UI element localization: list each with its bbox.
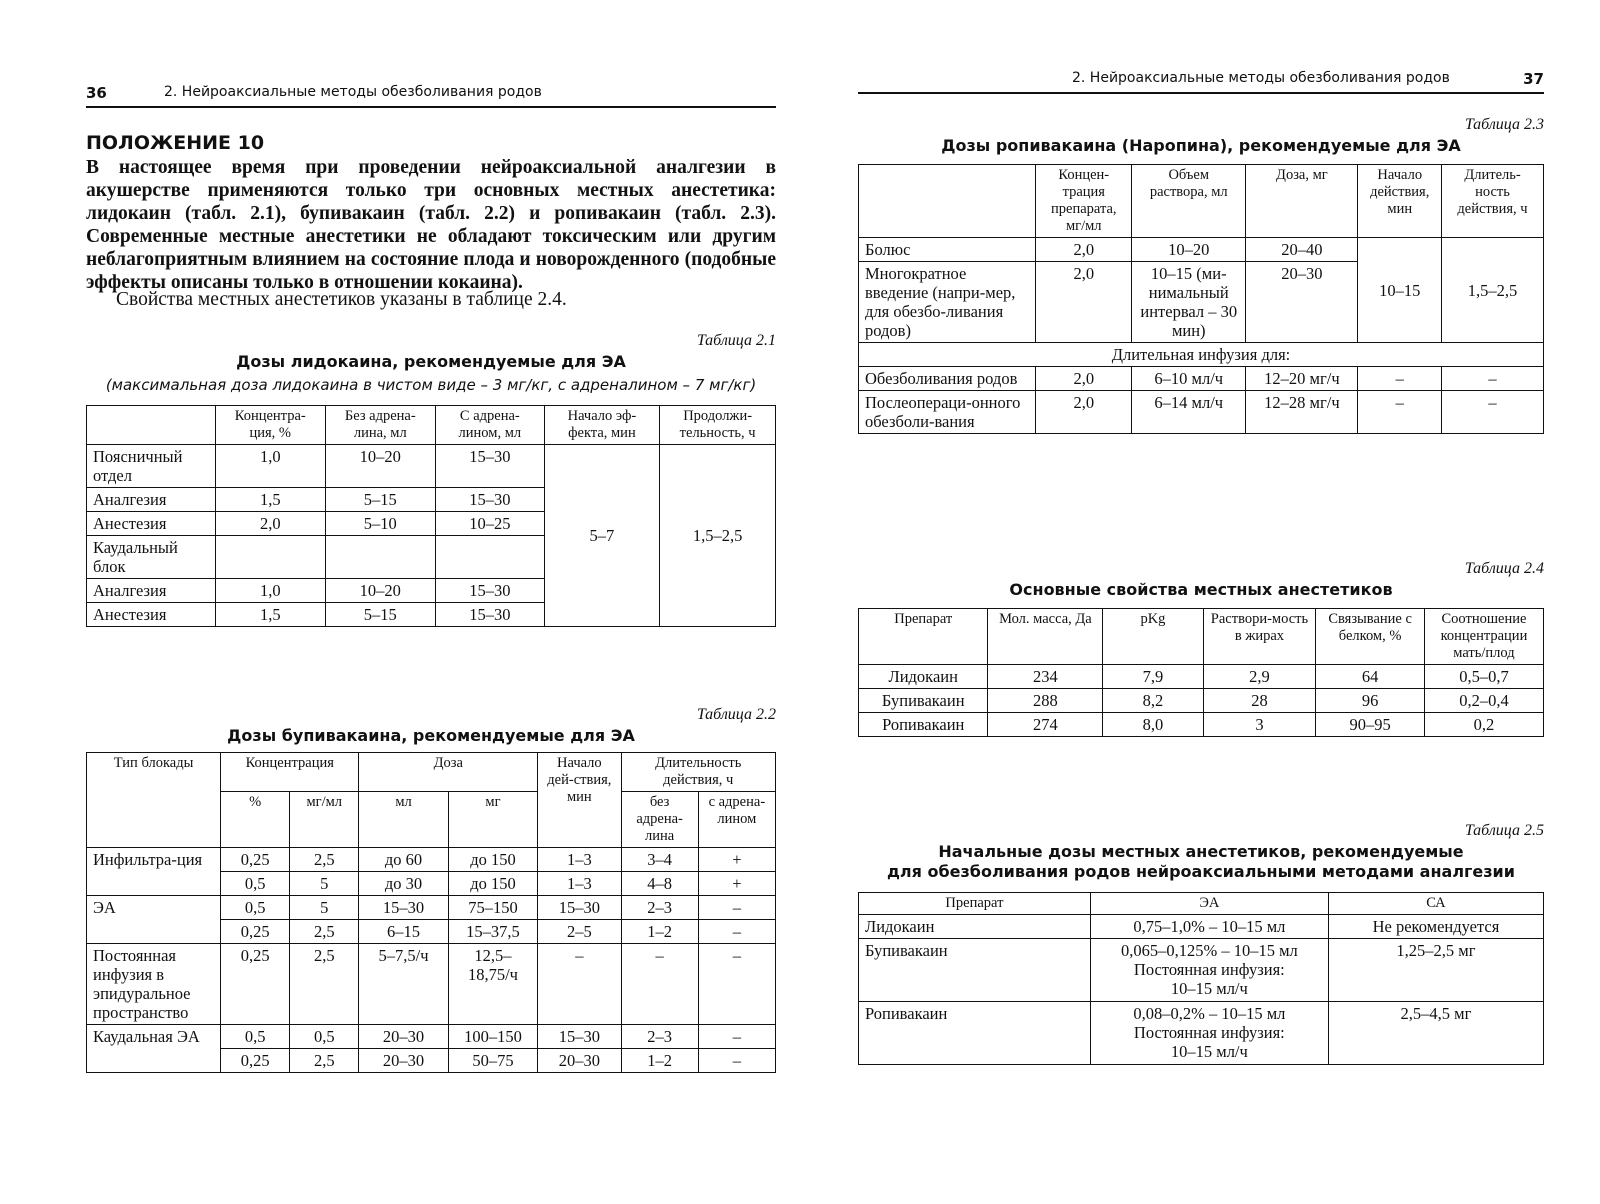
table-header-cell: Концен-трация препарата, мг/мл — [1036, 165, 1132, 238]
right-page — [858, 0, 1544, 1204]
table-cell: 10–25 — [436, 512, 545, 536]
table-header-cell — [87, 406, 216, 445]
table-cell: 90–95 — [1316, 713, 1425, 737]
right-running-header — [858, 66, 1544, 94]
left-page-number: 36 — [86, 84, 107, 102]
paragraph-text: Свойства местных анестетиков указаны в таблице 2.4. — [116, 289, 567, 310]
right-page-number: 37 — [1523, 70, 1544, 88]
row-label: Поясничный отдел — [87, 445, 216, 488]
table-header-cell: мг — [448, 792, 537, 848]
table-cell: 2,5 — [290, 848, 359, 872]
table-cell: 0,5 — [221, 872, 290, 896]
table-ropivacaine — [858, 164, 1544, 434]
table-cell: 1,5 — [215, 603, 325, 627]
table-header-cell: Препарат — [859, 609, 988, 665]
table-row — [859, 343, 1544, 367]
table-cell: 0,75–1,0% – 10–15 мл — [1090, 915, 1328, 939]
duration-merged-cell: 1,5–2,5 — [1442, 238, 1544, 343]
table-cell: 0,08–0,2% – 10–15 мл Постоянная инфузия: 10–15 мл/ч — [1090, 1002, 1328, 1065]
table-cell: 12–28 мг/ч — [1246, 391, 1358, 434]
table-header-cell — [859, 165, 1036, 238]
table-cell: – — [698, 920, 775, 944]
table-cell: – — [621, 944, 698, 1025]
table-cell: 1–3 — [538, 872, 621, 896]
table-cell: 15–30 — [538, 896, 621, 920]
infusion-label: Длительная инфузия для: — [859, 343, 1544, 367]
table4-header-row — [859, 609, 1544, 665]
table-cell: 5–10 — [325, 512, 436, 536]
table-cell: до 150 — [448, 872, 537, 896]
table-lidocaine — [86, 405, 776, 627]
table-row — [87, 445, 776, 488]
table-header-cell: С адрена-лином, мл — [436, 406, 545, 445]
table-cell: 5 — [290, 872, 359, 896]
table-cell: 2–3 — [621, 896, 698, 920]
table-row — [859, 391, 1544, 434]
table-cell: 3 — [1203, 713, 1316, 737]
table-header-cell: Раствори-мость в жирах — [1203, 609, 1316, 665]
table5-caption: Таблица 2.5 — [1464, 822, 1544, 839]
table-cell: 0,2–0,4 — [1424, 689, 1543, 713]
table-cell — [215, 536, 325, 579]
table-cell: 5–15 — [325, 488, 436, 512]
table3-header-row — [859, 165, 1544, 238]
row-label: Аналгезия — [87, 488, 216, 512]
table-row — [859, 238, 1544, 262]
table-header-cell: Длительность действия, ч — [621, 753, 776, 792]
table-header-cell: Концентра-ция, % — [215, 406, 325, 445]
table-header-cell: Продолжи-тельность, ч — [660, 406, 776, 445]
table-cell: 2–3 — [621, 1025, 698, 1049]
table2-container — [86, 752, 776, 1073]
table-cell: 2,5 — [290, 944, 359, 1025]
table-cell: 15–30 — [538, 1025, 621, 1049]
table-cell: 1,0 — [215, 445, 325, 488]
table-anesthetic-properties — [858, 608, 1544, 737]
table2-header-row-1 — [87, 753, 776, 792]
table-initial-doses — [858, 892, 1544, 1065]
table-cell: 2,0 — [1036, 367, 1132, 391]
row-label: Лидокаин — [859, 915, 1091, 939]
table-cell: 15–37,5 — [448, 920, 537, 944]
table-cell: 2,5–4,5 мг — [1328, 1002, 1543, 1065]
left-running-header — [86, 80, 776, 108]
table-cell: 8,0 — [1103, 713, 1203, 737]
table-cell: 0,5–0,7 — [1424, 665, 1543, 689]
table-cell: 5–15 — [325, 603, 436, 627]
table-cell: 20–40 — [1246, 238, 1358, 262]
table-cell: 20–30 — [538, 1049, 621, 1073]
table-cell: – — [698, 1025, 775, 1049]
table-header-cell: Концентрация — [221, 753, 359, 792]
table-cell: 0,065–0,125% – 10–15 мл Постоянная инфузия: 10–15 мл/ч — [1090, 939, 1328, 1002]
table-cell: + — [698, 848, 775, 872]
table-header-cell: Объем раствора, мл — [1132, 165, 1246, 238]
table-cell: 15–30 — [436, 488, 545, 512]
row-label: Аналгезия — [87, 579, 216, 603]
table-cell: – — [1442, 367, 1544, 391]
table-cell: 10–20 — [1132, 238, 1246, 262]
table-header-cell: Тип блокады — [87, 753, 221, 848]
table1-title: Дозы лидокаина, рекомендуемые для ЭА — [236, 352, 626, 371]
table-cell: 2,0 — [1036, 391, 1132, 434]
table1-container — [86, 405, 776, 627]
table5-header-row — [859, 893, 1544, 915]
table-header-cell: Мол. масса, Да — [988, 609, 1103, 665]
duration-merged-cell: 1,5–2,5 — [660, 445, 776, 627]
table1-caption: Таблица 2.1 — [696, 332, 776, 349]
table-cell: 6–14 мл/ч — [1132, 391, 1246, 434]
onset-merged-cell: 10–15 — [1358, 238, 1442, 343]
table-row — [859, 713, 1544, 737]
table-cell: 15–30 — [436, 445, 545, 488]
row-label: Обезболивания родов — [859, 367, 1036, 391]
table3-title: Дозы ропивакаина (Наропина), рекомендуемые для ЭА — [941, 136, 1461, 155]
table1-header-row — [87, 406, 776, 445]
table-cell: 64 — [1316, 665, 1425, 689]
table-header-cell: Доза — [359, 753, 538, 792]
table-cell: до 60 — [359, 848, 448, 872]
table-cell: 2–5 — [538, 920, 621, 944]
table-header-cell: мг/мл — [290, 792, 359, 848]
table-cell: 2,0 — [1036, 262, 1132, 343]
table-cell: 0,2 — [1424, 713, 1543, 737]
table-cell: – — [1442, 391, 1544, 434]
table-header-cell: без адрена-лина — [621, 792, 698, 848]
table-cell: 5–7,5/ч — [359, 944, 448, 1025]
table-row — [859, 1002, 1544, 1065]
table-row — [87, 1025, 776, 1049]
table-header-cell: % — [221, 792, 290, 848]
table-cell: 6–15 — [359, 920, 448, 944]
row-label: Болюс — [859, 238, 1036, 262]
table-header-cell: Доза, мг — [1246, 165, 1358, 238]
table-header-cell: Начало эф-фекта, мин — [544, 406, 660, 445]
table-cell: 10–20 — [325, 579, 436, 603]
row-label: Бупивакаин — [859, 939, 1091, 1002]
table-header-cell: ЭА — [1090, 893, 1328, 915]
table-cell: 20–30 — [359, 1049, 448, 1073]
table-cell: 0,5 — [290, 1025, 359, 1049]
table-header-cell: Длитель-ность действия, ч — [1442, 165, 1544, 238]
table-header-cell: Препарат — [859, 893, 1091, 915]
table-bupivacaine — [86, 752, 776, 1073]
table-cell: 0,25 — [221, 1049, 290, 1073]
left-running-title: 2. Нейроаксиальные методы обезболивания родов — [164, 84, 542, 100]
table-cell: 20–30 — [359, 1025, 448, 1049]
table-cell: 15–30 — [436, 579, 545, 603]
table-header-cell: Начало действия, мин — [1358, 165, 1442, 238]
row-label: Лидокаин — [859, 665, 988, 689]
table-cell: – — [698, 944, 775, 1025]
table-cell: 0,25 — [221, 920, 290, 944]
table-cell: 0,5 — [221, 1025, 290, 1049]
table-header-cell: Соотношение концентрации мать/плод — [1424, 609, 1543, 665]
table-cell: 50–75 — [448, 1049, 537, 1073]
table-header-cell: Связывание с белком, % — [1316, 609, 1425, 665]
table-cell: – — [1358, 391, 1442, 434]
table-cell: 3–4 — [621, 848, 698, 872]
table-cell: 1–2 — [621, 920, 698, 944]
table-cell: 2,0 — [1036, 238, 1132, 262]
right-running-title: 2. Нейроаксиальные методы обезболивания родов — [1072, 70, 1450, 86]
row-label: Каудальная ЭА — [87, 1025, 221, 1073]
table-cell: 288 — [988, 689, 1103, 713]
row-label: Многократное введение (напри-мер, для обезбо-ливания родов) — [859, 262, 1036, 343]
table-cell: 1,5 — [215, 488, 325, 512]
table-cell: 6–10 мл/ч — [1132, 367, 1246, 391]
table-row — [859, 367, 1544, 391]
row-label: Анестезия — [87, 512, 216, 536]
table-cell: 1,25–2,5 мг — [1328, 939, 1543, 1002]
row-label: Послеопераци-онного обезболи-вания — [859, 391, 1036, 434]
table-cell: 10–15 (ми-нимальный интервал – 30 мин) — [1132, 262, 1246, 343]
table-cell: 5 — [290, 896, 359, 920]
table-header-cell: СА — [1328, 893, 1543, 915]
table3-container — [858, 164, 1544, 434]
table-cell — [325, 536, 436, 579]
table-cell: – — [1358, 367, 1442, 391]
table-cell: 28 — [1203, 689, 1316, 713]
table-cell: 96 — [1316, 689, 1425, 713]
table-cell: + — [698, 872, 775, 896]
table-cell: 100–150 — [448, 1025, 537, 1049]
table1-subtitle: (максимальная доза лидокаина в чистом виде – 3 мг/кг, с адреналином – 7 мг/кг) — [105, 376, 757, 394]
table5-title-line2: для обезболивания родов нейроаксиальными методами аналгезии — [887, 862, 1515, 881]
table-header-cell: Начало дей-ствия, мин — [538, 753, 621, 848]
table-cell: 75–150 — [448, 896, 537, 920]
onset-merged-cell: 5–7 — [544, 445, 660, 627]
table-header-cell: pKg — [1103, 609, 1203, 665]
table-header-cell: с адрена-лином — [698, 792, 775, 848]
row-label: Анестезия — [87, 603, 216, 627]
row-label: Ропивакаин — [859, 1002, 1091, 1065]
table-cell — [436, 536, 545, 579]
table-cell: 10–20 — [325, 445, 436, 488]
row-label: Ропивакаин — [859, 713, 988, 737]
table-cell: 0,5 — [221, 896, 290, 920]
table-cell: 2,9 — [1203, 665, 1316, 689]
table-row — [859, 665, 1544, 689]
table4-title: Основные свойства местных анестетиков — [1009, 580, 1393, 599]
table3-caption: Таблица 2.3 — [1464, 116, 1544, 133]
table-cell: 2,5 — [290, 1049, 359, 1073]
table2-title: Дозы бупивакаина, рекомендуемые для ЭА — [227, 726, 635, 745]
table-cell: до 30 — [359, 872, 448, 896]
table-cell: 20–30 — [1246, 262, 1358, 343]
row-label: Постоянная инфузия в эпидуральное пространство — [87, 944, 221, 1025]
table-cell: 234 — [988, 665, 1103, 689]
table-row — [859, 915, 1544, 939]
table-row — [87, 944, 776, 1025]
table-cell: Не рекомендуется — [1328, 915, 1543, 939]
table-cell: 0,25 — [221, 944, 290, 1025]
table-cell: 2,5 — [290, 920, 359, 944]
table-cell: 274 — [988, 713, 1103, 737]
table-cell: до 150 — [448, 848, 537, 872]
row-label: Инфильтра-ция — [87, 848, 221, 896]
table4-caption: Таблица 2.4 — [1464, 560, 1544, 577]
table-cell: 1,0 — [215, 579, 325, 603]
table-cell: 15–30 — [359, 896, 448, 920]
table-header-cell: мл — [359, 792, 448, 848]
row-label: Бупивакаин — [859, 689, 988, 713]
table2-caption: Таблица 2.2 — [696, 706, 776, 723]
table-row — [87, 896, 776, 920]
table-row — [87, 848, 776, 872]
table-cell: 8,2 — [1103, 689, 1203, 713]
table-cell: – — [698, 1049, 775, 1073]
table-cell: 12–20 мг/ч — [1246, 367, 1358, 391]
row-label: Каудальный блок — [87, 536, 216, 579]
table-cell: 2,0 — [215, 512, 325, 536]
statement-text: В настоящее время при проведении нейроаксиальной аналгезии в акушерстве применяются только три основных местных анестетика: лидокаин (табл. 2.1), бупивакаин (табл. 2.2) и ропивакаин (табл. 2.3). Современные местные анестетики не обладают токсическим или другим неблагоприятным влиянием на состояние плода и новорожденного (подобные эффекты описаны только в отношении кокаина). — [86, 157, 776, 293]
table-cell: 1–3 — [538, 848, 621, 872]
table-cell: 4–8 — [621, 872, 698, 896]
table5-title-line1: Начальные дозы местных анестетиков, рекомендуемые — [938, 842, 1464, 861]
table-cell: 15–30 — [436, 603, 545, 627]
table-cell: 7,9 — [1103, 665, 1203, 689]
row-label: ЭА — [87, 896, 221, 944]
section-heading: ПОЛОЖЕНИЕ 10 — [86, 132, 265, 154]
table-row — [859, 939, 1544, 1002]
table-cell: 0,25 — [221, 848, 290, 872]
table-cell: – — [698, 896, 775, 920]
table-header-cell: Без адрена-лина, мл — [325, 406, 436, 445]
table-cell: 1–2 — [621, 1049, 698, 1073]
table4-container — [858, 608, 1544, 737]
table-cell: – — [538, 944, 621, 1025]
table5-container — [858, 892, 1544, 1065]
table-cell: 12,5–18,75/ч — [448, 944, 537, 1025]
table-row — [859, 689, 1544, 713]
left-page — [86, 0, 776, 1204]
